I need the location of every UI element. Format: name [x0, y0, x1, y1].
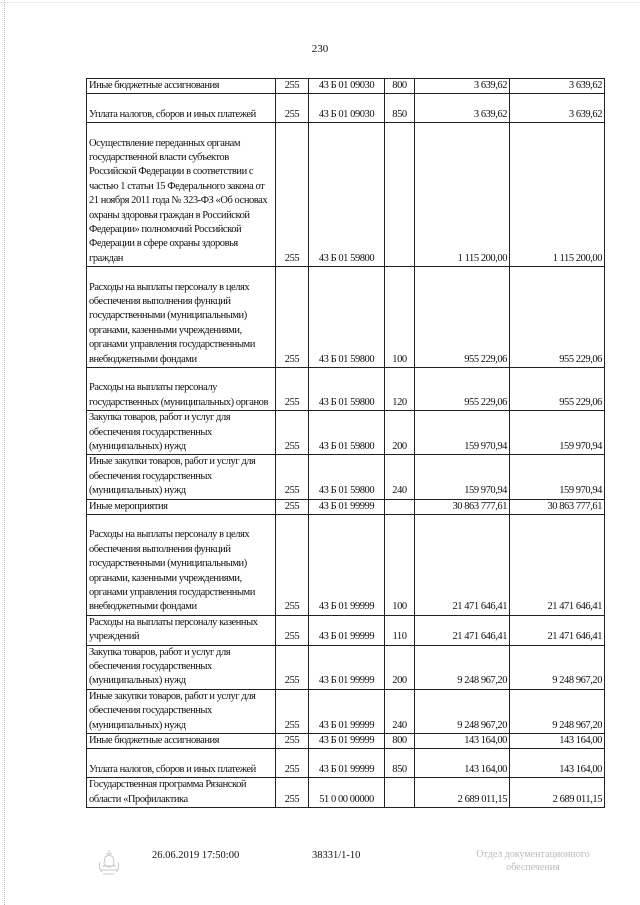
row-target-article: 43 Б 01 99999 — [309, 515, 385, 616]
row-amount-actual: 955 229,06 — [510, 368, 605, 411]
row-department-code: 255 — [276, 411, 309, 455]
row-expense-type: 800 — [385, 79, 415, 94]
row-department-code: 255 — [276, 123, 309, 267]
registration-stamp — [448, 848, 618, 874]
row-expense-type: 850 — [385, 94, 415, 123]
budget-table-body — [87, 79, 605, 808]
row-amount-plan: 159 970,94 — [415, 411, 510, 455]
row-expense-type: 100 — [385, 267, 415, 368]
table-row — [87, 499, 605, 514]
row-amount-plan: 955 229,06 — [415, 267, 510, 368]
row-name: Расходы на выплаты персоналу государственных (муниципальных) органов — [87, 368, 276, 411]
row-name: Уплата налогов, сборов и иных платежей — [87, 749, 276, 778]
table-row — [87, 515, 605, 616]
row-department-code: 255 — [276, 94, 309, 123]
row-name: Иные бюджетные ассигнования — [87, 79, 276, 94]
row-amount-actual: 1 115 200,00 — [510, 123, 605, 267]
row-department-code: 255 — [276, 778, 309, 808]
row-amount-actual: 21 471 646,41 — [510, 515, 605, 616]
row-amount-plan: 30 863 777,61 — [415, 499, 510, 514]
row-expense-type — [385, 778, 415, 808]
row-department-code: 255 — [276, 515, 309, 616]
row-amount-plan: 955 229,06 — [415, 368, 510, 411]
row-expense-type: 240 — [385, 455, 415, 499]
row-amount-plan: 21 471 646,41 — [415, 615, 510, 645]
row-name: Государственная программа Рязанской области «Профилактика — [87, 778, 276, 808]
row-target-article: 43 Б 01 99999 — [309, 499, 385, 514]
row-expense-type: 110 — [385, 615, 415, 645]
row-name: Иные закупки товаров, работ и услуг для обеспечения государственных (муниципальных) нужд — [87, 689, 276, 733]
row-name: Иные мероприятия — [87, 499, 276, 514]
row-target-article: 43 Б 01 59800 — [309, 267, 385, 368]
row-target-article: 43 Б 01 09030 — [309, 94, 385, 123]
row-amount-actual: 143 164,00 — [510, 749, 605, 778]
row-amount-plan: 2 689 011,15 — [415, 778, 510, 808]
row-name: Осуществление переданных органам государственной власти субъектов Российской Федерации в соответствии с частью 1 статьи 15 Федерального закона от 21 ноября 2011 года № 323-ФЗ «Об основах охраны здоровья граждан в Российской Федерации» полномочий Российской Федерации в сфере охраны здоровья граждан — [87, 123, 276, 267]
footer-date: 26.06.2019 17:50:00 — [152, 850, 240, 861]
table-row — [87, 615, 605, 645]
row-name: Расходы на выплаты персоналу казенных учреждений — [87, 615, 276, 645]
row-amount-actual: 159 970,94 — [510, 455, 605, 499]
row-target-article: 43 Б 01 99999 — [309, 645, 385, 689]
scan-edge-top — [0, 2, 640, 4]
page-number: 230 — [311, 43, 329, 55]
row-name: Расходы на выплаты персоналу в целях обеспечения выполнения функций государственными (муниципальными) органами, казенными учреждениями, органами управления государственными внебюджетными фондами — [87, 267, 276, 368]
row-amount-actual: 3 639,62 — [510, 79, 605, 94]
table-row — [87, 749, 605, 778]
footer-document-number: 38331/1-10 — [312, 850, 361, 861]
row-target-article: 43 Б 01 09030 — [309, 79, 385, 94]
row-department-code: 255 — [276, 749, 309, 778]
row-department-code: 255 — [276, 615, 309, 645]
table-row — [87, 734, 605, 749]
emblem-icon — [96, 848, 122, 878]
row-name: Иные закупки товаров, работ и услуг для обеспечения государственных (муниципальных) нужд — [87, 455, 276, 499]
table-row — [87, 411, 605, 455]
row-target-article: 43 Б 01 99999 — [309, 689, 385, 733]
stamp-line-2: обеспечения — [506, 862, 560, 873]
row-department-code: 255 — [276, 499, 309, 514]
row-amount-plan: 143 164,00 — [415, 749, 510, 778]
row-amount-actual: 30 863 777,61 — [510, 499, 605, 514]
row-expense-type — [385, 499, 415, 514]
row-amount-plan: 9 248 967,20 — [415, 689, 510, 733]
row-department-code: 255 — [276, 368, 309, 411]
table-row — [87, 267, 605, 368]
row-department-code: 255 — [276, 79, 309, 94]
scan-edge-left — [4, 0, 6, 905]
row-target-article: 43 Б 01 99999 — [309, 615, 385, 645]
row-amount-actual: 159 970,94 — [510, 411, 605, 455]
row-target-article: 43 Б 01 59800 — [309, 368, 385, 411]
row-amount-plan: 159 970,94 — [415, 455, 510, 499]
row-target-article: 43 Б 01 59800 — [309, 411, 385, 455]
row-expense-type: 850 — [385, 749, 415, 778]
row-department-code: 255 — [276, 689, 309, 733]
row-expense-type: 200 — [385, 411, 415, 455]
row-expense-type: 200 — [385, 645, 415, 689]
row-amount-plan: 3 639,62 — [415, 79, 510, 94]
row-name: Закупка товаров, работ и услуг для обеспечения государственных (муниципальных) нужд — [87, 645, 276, 689]
table-row — [87, 79, 605, 94]
row-target-article: 43 Б 01 99999 — [309, 749, 385, 778]
row-amount-plan: 1 115 200,00 — [415, 123, 510, 267]
row-target-article: 43 Б 01 59800 — [309, 123, 385, 267]
row-expense-type: 240 — [385, 689, 415, 733]
row-amount-actual: 143 164,00 — [510, 734, 605, 749]
row-department-code: 255 — [276, 267, 309, 368]
table-row — [87, 645, 605, 689]
table-row — [87, 94, 605, 123]
table-row — [87, 368, 605, 411]
row-department-code: 255 — [276, 734, 309, 749]
row-expense-type — [385, 123, 415, 267]
row-amount-actual: 9 248 967,20 — [510, 645, 605, 689]
row-amount-plan: 3 639,62 — [415, 94, 510, 123]
row-expense-type: 120 — [385, 368, 415, 411]
table-row — [87, 455, 605, 499]
row-name: Закупка товаров, работ и услуг для обеспечения государственных (муниципальных) нужд — [87, 411, 276, 455]
page-footer — [0, 848, 640, 888]
row-expense-type: 800 — [385, 734, 415, 749]
row-target-article: 43 Б 01 99999 — [309, 734, 385, 749]
row-amount-actual: 21 471 646,41 — [510, 615, 605, 645]
row-amount-actual: 3 639,62 — [510, 94, 605, 123]
row-target-article: 43 Б 01 59800 — [309, 455, 385, 499]
row-amount-plan: 143 164,00 — [415, 734, 510, 749]
table-row — [87, 778, 605, 808]
row-target-article: 51 0 00 00000 — [309, 778, 385, 808]
table-row — [87, 123, 605, 267]
row-name: Иные бюджетные ассигнования — [87, 734, 276, 749]
row-department-code: 255 — [276, 455, 309, 499]
row-amount-plan: 21 471 646,41 — [415, 515, 510, 616]
budget-table — [86, 78, 605, 808]
row-department-code: 255 — [276, 645, 309, 689]
row-amount-actual: 955 229,06 — [510, 267, 605, 368]
row-amount-plan: 9 248 967,20 — [415, 645, 510, 689]
row-name: Расходы на выплаты персоналу в целях обеспечения выполнения функций государственными (муниципальными) органами, казенными учреждениями, органами управления государственными внебюджетными фондами — [87, 515, 276, 616]
row-expense-type: 100 — [385, 515, 415, 616]
row-amount-actual: 9 248 967,20 — [510, 689, 605, 733]
row-name: Уплата налогов, сборов и иных платежей — [87, 94, 276, 123]
row-amount-actual: 2 689 011,15 — [510, 778, 605, 808]
stamp-line-1: Отдел документационного — [476, 849, 590, 860]
table-row — [87, 689, 605, 733]
